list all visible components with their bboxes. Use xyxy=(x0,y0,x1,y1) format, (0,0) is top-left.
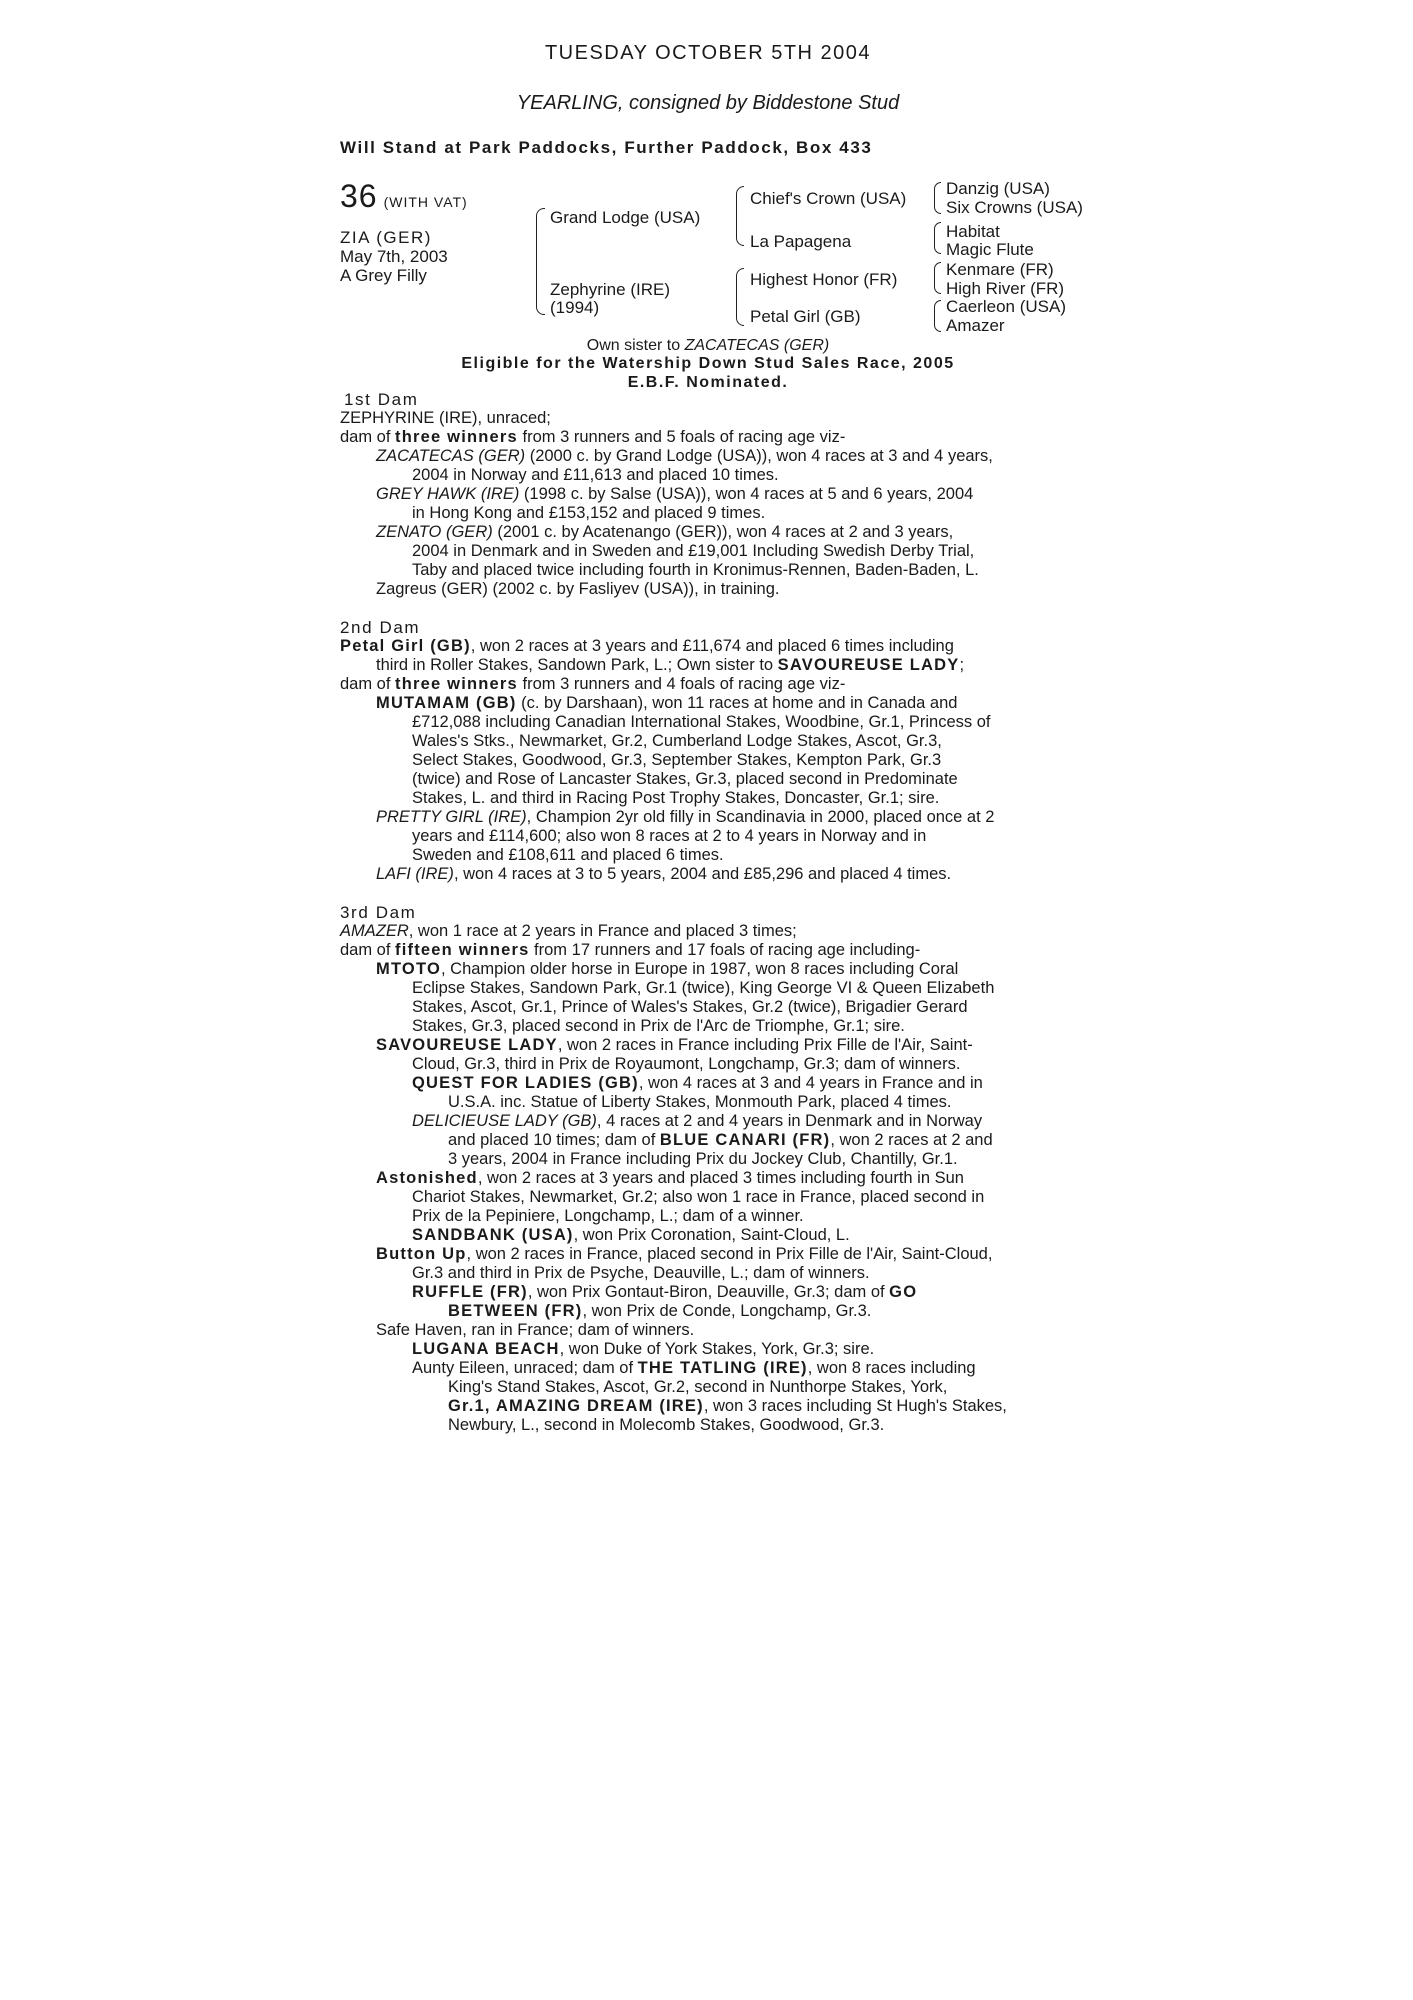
produce-entry-cont: Taby and placed twice including fourth in Kronimus-Rennen, Baden-Baden, L. xyxy=(412,561,979,579)
text: , Champion older horse in Europe in 1987, won 8 races including Coral xyxy=(440,960,959,978)
text: , won 2 races in France including Prix Fille de l'Air, Saint- xyxy=(557,1036,973,1054)
horse-name: Astonished xyxy=(376,1169,478,1187)
produce-entry xyxy=(340,1112,1076,1131)
pedigree-g5: Kenmare (FR) xyxy=(946,260,1054,279)
text: , won Prix Gontaut-Biron, Deauville, Gr.3; dam of xyxy=(527,1283,890,1301)
text: , won Prix de Conde, Longchamp, Gr.3. xyxy=(582,1302,872,1320)
second-dam-produce xyxy=(340,675,1076,694)
produce-entry-cont: Newbury, L., second in Molecomb Stakes, Goodwood, Gr.3. xyxy=(448,1416,885,1434)
text: from 3 runners and 5 foals of racing age viz- xyxy=(517,428,846,446)
text: and placed 10 times; dam of xyxy=(448,1131,660,1149)
horse-name: GREY HAWK (IRE) xyxy=(376,485,520,503)
horse-name: LUGANA BEACH xyxy=(412,1340,560,1358)
sale-date: TUESDAY OCTOBER 5TH 2004 xyxy=(544,42,872,64)
first-dam-produce xyxy=(340,428,1076,447)
horse-name: MUTAMAM (GB) xyxy=(376,694,517,712)
text: , won 8 races including xyxy=(807,1359,976,1377)
own-sister-name: ZACATECAS (GER) xyxy=(684,337,830,354)
pedigree-dam-sire: Highest Honor (FR) xyxy=(750,270,898,289)
produce-entry-cont: Cloud, Gr.3, third in Prix de Royaumont, Longchamp, Gr.3; dam of winners. xyxy=(412,1055,961,1073)
produce-entry-cont: King's Stand Stakes, Ascot, Gr.2, second in Nunthorpe Stakes, York, xyxy=(448,1378,948,1396)
pedigree-g8: Amazer xyxy=(946,316,1005,335)
produce-entry xyxy=(340,1245,1076,1264)
produce-entry-cont: years and £114,600; also won 8 races at 2 to 4 years in Norway and in xyxy=(412,827,927,845)
text: (c. by Darshaan), won 11 races at home and in Canada and xyxy=(516,694,958,712)
horse-name: AMAZING DREAM (IRE) xyxy=(495,1397,704,1415)
produce-entry-cont: 2004 in Denmark and in Sweden and £19,001 Including Swedish Derby Trial, xyxy=(412,542,975,560)
pedigree-sire-sire: Chief's Crown (USA) xyxy=(750,189,907,208)
own-sister-prefix: Own sister to xyxy=(586,337,685,354)
produce-entry-cont: Stakes, L. and third in Racing Post Trophy Stakes, Doncaster, Gr.1; sire. xyxy=(412,789,940,807)
pedigree-brace-main xyxy=(536,208,545,315)
winners-count: three winners xyxy=(395,428,518,446)
horse-name: Button Up xyxy=(376,1245,467,1263)
produce-entry-cont xyxy=(340,1302,1076,1321)
produce-entry xyxy=(340,694,1076,713)
produce-entry: Zagreus (GER) (2002 c. by Fasliyev (USA)), in training. xyxy=(376,580,780,598)
produce-entry-cont: 2004 in Norway and £11,613 and placed 10 times. xyxy=(412,466,779,484)
pedigree-g2: Six Crowns (USA) xyxy=(946,198,1083,217)
winners-count: fifteen winners xyxy=(395,941,530,959)
horse-name: ZIA (GER) xyxy=(340,228,432,247)
horse-name: MTOTO xyxy=(376,960,441,978)
pedigree-details xyxy=(340,390,1076,1435)
produce-entry-cont: Select Stakes, Goodwood, Gr.3, September Stakes, Kempton Park, Gr.3 xyxy=(412,751,942,769)
text: third in Roller Stakes, Sandown Park, L.; Own sister to xyxy=(376,656,778,674)
second-dam-line-cont xyxy=(340,656,1076,675)
produce-entry xyxy=(340,447,1076,466)
produce-entry xyxy=(340,485,1076,504)
produce-entry-cont: £712,088 including Canadian International Stakes, Woodbine, Gr.1, Princess of xyxy=(412,713,991,731)
produce-entry-cont: in Hong Kong and £153,152 and placed 9 times. xyxy=(412,504,766,522)
produce-entry-cont: Prix de la Pepiniere, Longchamp, L.; dam of a winner. xyxy=(412,1207,804,1225)
horse-name: BETWEEN (FR) xyxy=(448,1302,583,1320)
pedigree-brace-sire xyxy=(736,186,744,246)
foaling-date: May 7th, 2003 xyxy=(340,247,448,266)
third-dam-line xyxy=(340,922,1076,941)
pedigree-dam-year: (1994) xyxy=(550,298,600,317)
pedigree-brace-g2 xyxy=(934,222,941,254)
winners-count: three winners xyxy=(395,675,518,693)
horse-name: RUFFLE (FR) xyxy=(412,1283,528,1301)
text: , won Prix Coronation, Saint-Cloud, L. xyxy=(573,1226,850,1244)
vat-label: (WITH VAT) xyxy=(383,194,468,210)
produce-entry xyxy=(340,1074,1076,1093)
pedigree-dam: Zephyrine (IRE) xyxy=(550,280,670,299)
text: , won 2 races in France, placed second in Prix Fille de l'Air, Saint-Cloud, xyxy=(466,1245,993,1263)
text: (1998 c. by Salse (USA)), won 4 races at 5 and 6 years, 2004 xyxy=(519,485,974,503)
horse-sex: A Grey Filly xyxy=(340,266,427,285)
text: , won 2 races at 2 and xyxy=(830,1131,993,1149)
text: , Champion 2yr old filly in Scandinavia in 2000, placed once at 2 xyxy=(526,808,995,826)
produce-entry xyxy=(340,865,1076,884)
produce-entry-cont: U.S.A. inc. Statue of Liberty Stakes, Monmouth Park, placed 4 times. xyxy=(448,1093,952,1111)
horse-name: ZENATO (GER) xyxy=(376,523,493,541)
horse-name: SANDBANK (USA) xyxy=(412,1226,574,1244)
horse-name: SAVOUREUSE LADY xyxy=(777,656,960,674)
horse-name: BLUE CANARI (FR) xyxy=(659,1131,831,1149)
text: , won 4 races at 3 and 4 years in France and in xyxy=(638,1074,983,1092)
text: (2001 c. by Acatenango (GER)), won 4 races at 2 and 3 years, xyxy=(492,523,954,541)
first-dam-heading: 1st Dam xyxy=(344,390,419,409)
first-dam-line: ZEPHYRINE (IRE), unraced; xyxy=(340,409,551,427)
stand-location: Will Stand at Park Paddocks, Further Paddock, Box 433 xyxy=(340,138,873,157)
text: , won 4 races at 3 to 5 years, 2004 and £85,296 and placed 4 times. xyxy=(453,865,952,883)
text: , won 2 races at 3 years and £11,674 and placed 6 times including xyxy=(470,637,954,655)
text: dam of xyxy=(340,428,396,446)
text: dam of xyxy=(340,675,396,693)
third-dam-produce xyxy=(340,941,1076,960)
horse-name: LAFI (IRE) xyxy=(376,865,454,883)
pedigree-brace-g1 xyxy=(934,182,941,214)
produce-entry-cont: 3 years, 2004 in France including Prix du Jockey Club, Chantilly, Gr.1. xyxy=(448,1150,958,1168)
eligible-note: Eligible for the Watership Down Stud Sales Race, 2005 xyxy=(461,355,955,372)
text: Gr.1, xyxy=(448,1397,496,1415)
second-dam-line xyxy=(340,637,1076,656)
lot-number-value: 36 xyxy=(340,178,378,214)
pedigree-brace-dam xyxy=(736,268,744,326)
produce-entry xyxy=(340,1036,1076,1055)
horse-name: ZACATECAS (GER) xyxy=(376,447,526,465)
text: , won 3 races including St Hugh's Stakes, xyxy=(703,1397,1007,1415)
produce-entry-cont: (twice) and Rose of Lancaster Stakes, Gr.3, placed second in Predominate xyxy=(412,770,958,788)
produce-entry-cont: Stakes, Ascot, Gr.1, Prince of Wales's Stakes, Gr.2 (twice), Brigadier Gerard xyxy=(412,998,968,1016)
horse-name: Petal Girl (GB) xyxy=(340,637,471,655)
produce-entry-cont: Stakes, Gr.3, placed second in Prix de l'Arc de Triomphe, Gr.1; sire. xyxy=(412,1017,905,1035)
pedigree-g1: Danzig (USA) xyxy=(946,179,1050,198)
produce-entry-cont: Chariot Stakes, Newmarket, Gr.2; also won 1 race in France, placed second in xyxy=(412,1188,985,1206)
produce-entry xyxy=(340,1226,1076,1245)
pedigree-g6: High River (FR) xyxy=(946,279,1065,298)
horse-name: QUEST FOR LADIES (GB) xyxy=(412,1074,639,1092)
horse-name: SAVOUREUSE LADY xyxy=(376,1036,558,1054)
produce-entry xyxy=(340,1340,1076,1359)
text: dam of xyxy=(340,941,396,959)
produce-entry-cont: Gr.3 and third in Prix de Psyche, Deauville, L.; dam of winners. xyxy=(412,1264,870,1282)
second-dam-heading: 2nd Dam xyxy=(340,618,421,637)
text: , won Duke of York Stakes, York, Gr.3; sire. xyxy=(559,1340,875,1358)
pedigree-brace-g4 xyxy=(934,300,941,332)
pedigree-dam-dam: Petal Girl (GB) xyxy=(750,307,861,326)
produce-entry xyxy=(340,523,1076,542)
third-dam-heading: 3rd Dam xyxy=(340,903,417,922)
produce-entry-cont: Eclipse Stakes, Sandown Park, Gr.1 (twice), King George VI & Queen Elizabeth xyxy=(412,979,995,997)
pedigree-g4: Magic Flute xyxy=(946,240,1034,259)
text: from 3 runners and 4 foals of racing age viz- xyxy=(517,675,846,693)
text: (2000 c. by Grand Lodge (USA)), won 4 races at 3 and 4 years, xyxy=(525,447,993,465)
produce-entry xyxy=(340,1359,1076,1378)
produce-entry xyxy=(340,808,1076,827)
text: , won 1 race at 2 years in France and placed 3 times; xyxy=(408,922,797,940)
pedigree-sire-dam: La Papagena xyxy=(750,232,852,251)
text: from 17 runners and 17 foals of racing age including- xyxy=(529,941,921,959)
horse-name: GO xyxy=(889,1283,918,1301)
ebf-note: E.B.F. Nominated. xyxy=(627,374,789,391)
horse-name: AMAZER xyxy=(340,922,409,940)
consignment-line: YEARLING, consigned by Biddestone Stud xyxy=(516,92,900,114)
lot-number xyxy=(340,178,468,215)
horse-name: DELICIEUSE LADY (GB) xyxy=(412,1112,597,1130)
produce-entry-cont xyxy=(340,1397,1076,1416)
produce-entry-cont xyxy=(340,1131,1076,1150)
pedigree-g7: Caerleon (USA) xyxy=(946,297,1066,316)
text: Aunty Eileen, unraced; dam of xyxy=(412,1359,638,1377)
pedigree-brace-g3 xyxy=(934,262,941,294)
produce-entry-cont: Wales's Stks., Newmarket, Gr.2, Cumberland Lodge Stakes, Ascot, Gr.3, xyxy=(412,732,942,750)
produce-entry-cont: Sweden and £108,611 and placed 6 times. xyxy=(412,846,724,864)
produce-entry xyxy=(340,1283,1076,1302)
produce-entry xyxy=(340,1169,1076,1188)
pedigree-g3: Habitat xyxy=(946,222,1000,241)
own-sister-note xyxy=(338,336,1078,355)
produce-entry xyxy=(340,960,1076,979)
produce-entry: Safe Haven, ran in France; dam of winners. xyxy=(376,1321,695,1339)
text: , 4 races at 2 and 4 years in Denmark and in Norway xyxy=(596,1112,983,1130)
text: ; xyxy=(959,656,965,674)
horse-name: PRETTY GIRL (IRE) xyxy=(376,808,527,826)
pedigree-sire: Grand Lodge (USA) xyxy=(550,208,701,227)
horse-name: THE TATLING (IRE) xyxy=(637,1359,808,1377)
text: , won 2 races at 3 years and placed 3 times including fourth in Sun xyxy=(477,1169,964,1187)
